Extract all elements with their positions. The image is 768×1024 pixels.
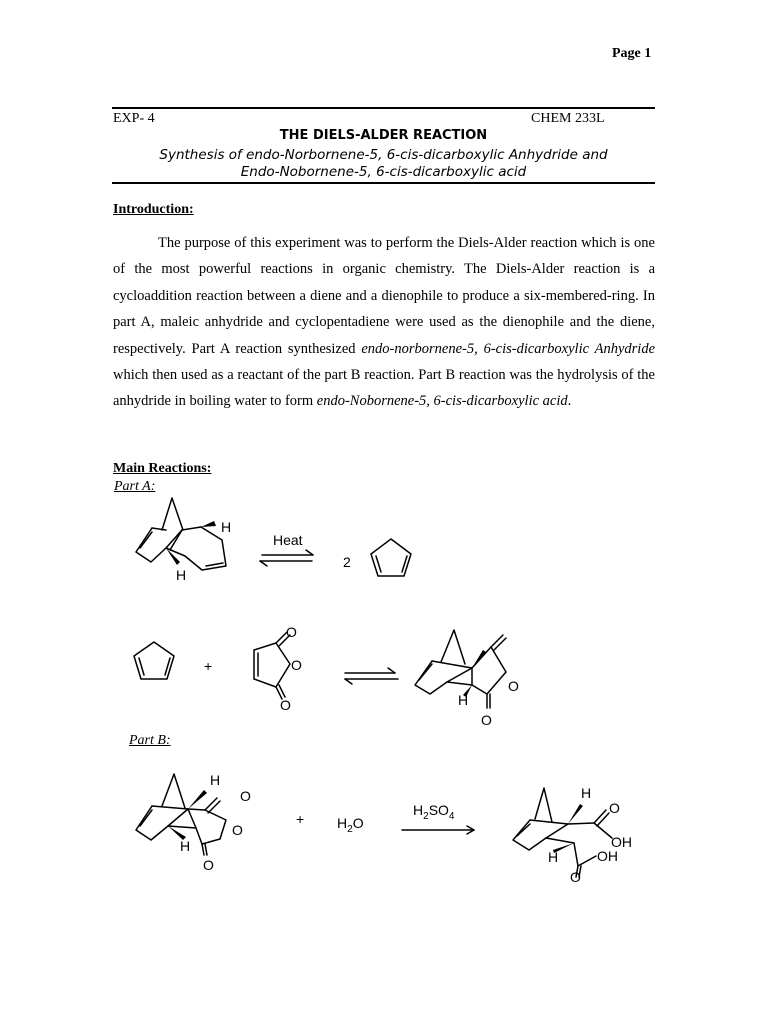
catalyst-formula: $H_2SO_4$ xyxy=(413,802,455,822)
oh-group-label: OH xyxy=(611,834,632,850)
subtitle-line-2: Endo-Nobornene-5, 6-cis-dicarboxylic acid xyxy=(240,164,527,180)
o-atom-label: O xyxy=(286,624,297,640)
h-atom-label: H xyxy=(180,838,191,854)
intro-text-3: . xyxy=(567,393,572,410)
equilibrium-arrow-1 xyxy=(260,550,313,566)
intro-italic-1: endo-norbornene-5, 6-cis-dicarboxylic Anhydride xyxy=(361,340,655,357)
intro-text-2: which then used as a reactant of the part B reaction. Part B reaction was the hydrolysis of the anhydride in boiling water to form xyxy=(113,367,655,410)
part-b-label: Part B: xyxy=(129,733,171,748)
reaction-arrow xyxy=(402,826,474,834)
h-atom-label: H xyxy=(221,519,232,535)
introduction-heading: Introduction: xyxy=(113,202,194,217)
experiment-code: EXP- 4 xyxy=(113,111,155,126)
dicyclopentadiene-structure xyxy=(136,498,226,570)
o-atom-label: O xyxy=(232,822,243,838)
o-atom-label: O xyxy=(481,712,492,728)
o-atom-label: O xyxy=(280,697,291,713)
o-atom-label: O xyxy=(240,788,251,804)
intro-italic-2: endo-Nobornene-5, 6-cis-dicarboxylic acid xyxy=(316,393,568,410)
o-atom-label: O xyxy=(570,869,581,885)
o-atom-label: O xyxy=(203,857,214,873)
heat-label: Heat xyxy=(273,532,303,548)
h-atom-label: H xyxy=(581,785,592,801)
wedge-bond xyxy=(201,521,216,527)
plus-sign: + xyxy=(204,658,213,674)
cyclopentadiene-structure-1 xyxy=(371,539,411,576)
plus-sign: + xyxy=(296,811,305,827)
maleic-anhydride-structure xyxy=(254,632,290,699)
h-atom-label: H xyxy=(210,772,221,788)
wedge-bond xyxy=(568,804,583,824)
course-code: CHEM 233L xyxy=(531,111,605,126)
o-atom-label: O xyxy=(609,800,620,816)
main-reactions-heading: Main Reactions: xyxy=(113,461,212,476)
equilibrium-arrow-2 xyxy=(345,668,398,684)
h-atom-label: H xyxy=(458,692,469,708)
stoichiometric-coefficient: 2 xyxy=(343,554,351,570)
document-title: THE DIELS-ALDER REACTION xyxy=(279,128,488,143)
o-atom-label: O xyxy=(291,657,302,673)
subtitle-line-1: Synthesis of endo-Norbornene-5, 6-cis-dicarboxylic Anhydride and xyxy=(159,147,608,163)
o-atom-label: O xyxy=(508,678,519,694)
h-atom-label: H xyxy=(176,567,187,583)
oh-group-label: OH xyxy=(597,848,618,864)
cyclopentadiene-structure-2 xyxy=(134,642,174,679)
h-atom-label: H xyxy=(548,849,559,865)
part-a-label: Part A: xyxy=(114,479,156,494)
page-number: Page 1 xyxy=(612,46,652,61)
intro-text-1: The purpose of this experiment was to perform the Diels-Alder reaction which is one of the most powerful reactions in organic chemistry. The Diels-Alder reaction is a cycloaddition reaction between a diene and a dienophile to produce a six-membered-ring. In part A, maleic anhydride and cyclopentadiene were used as the dienophile and the diene, respectively. Part A reaction synthesized xyxy=(113,235,655,357)
wedge-bond xyxy=(188,790,207,809)
water-formula: $H_2O$ xyxy=(337,815,364,835)
wedge-bond xyxy=(472,650,486,668)
